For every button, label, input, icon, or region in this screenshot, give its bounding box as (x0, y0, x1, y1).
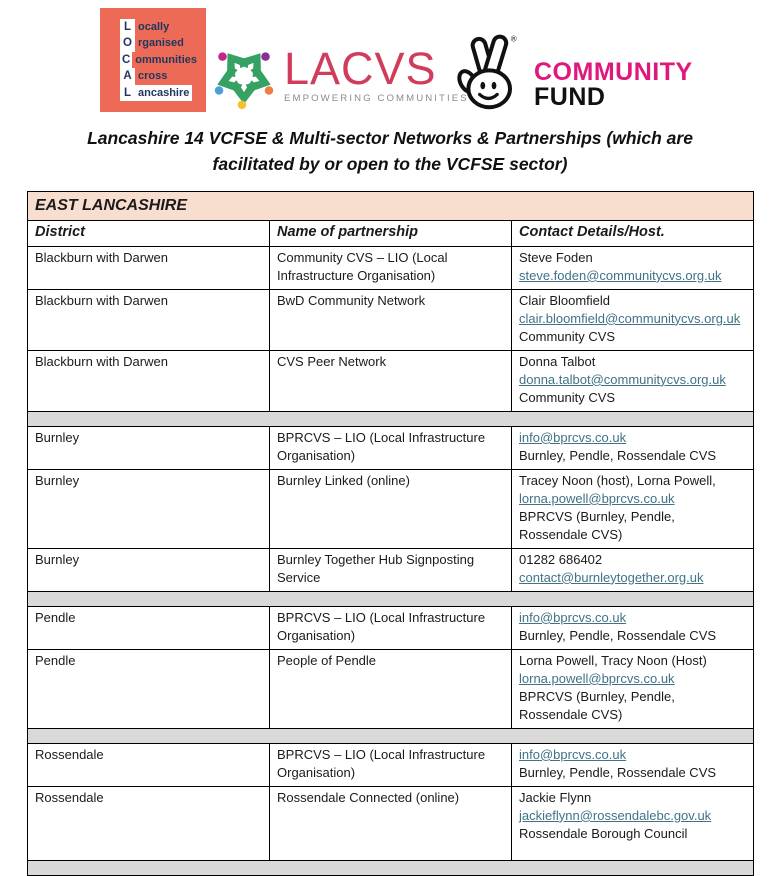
partnership-cell: People of Pendle (270, 649, 512, 728)
contact-text: BPRCVS (Burnley, Pendle, Rossendale CVS) (519, 508, 675, 542)
contact-cell (512, 426, 754, 469)
local-logo-word: rganised (138, 37, 184, 50)
partnership-cell: BPRCVS – LIO (Local Infrastructure Organisation) (270, 606, 512, 649)
column-header-row (28, 220, 754, 246)
district-cell: Blackburn with Darwen (28, 246, 270, 289)
email-link[interactable]: clair.bloomfield@communitycvs.org.uk (519, 310, 741, 326)
table-row (28, 743, 754, 786)
group-spacer-row (28, 728, 754, 743)
local-logo-row (120, 68, 200, 84)
column-header: Contact Details/Host. (512, 220, 754, 246)
group-spacer (28, 728, 754, 743)
email-link[interactable]: info@bprcvs.co.uk (519, 746, 627, 762)
district-cell: Pendle (28, 606, 270, 649)
local-logo-word: ancashire (135, 85, 192, 101)
table-row (28, 649, 754, 728)
lacvs-tagline: EMPOWERING COMMUNITIES (284, 93, 469, 104)
local-logo-row (120, 35, 200, 51)
lacvs-logo (210, 42, 469, 110)
contact-cell (512, 289, 754, 350)
contact-text: BPRCVS (Burnley, Pendle, Rossendale CVS) (519, 688, 675, 722)
contact-text: Community CVS (519, 389, 616, 405)
partnership-cell: Community CVS – LIO (Local Infrastructure Organisation) (270, 246, 512, 289)
district-cell: Blackburn with Darwen (28, 350, 270, 411)
local-logo-word: ocally (138, 21, 170, 33)
partnerships-table (27, 191, 754, 876)
group-spacer (28, 860, 754, 875)
column-header: Name of partnership (270, 220, 512, 246)
email-link[interactable]: lorna.powell@bprcvs.co.uk (519, 490, 675, 506)
page-title: Lancashire 14 VCFSE & Multi-sector Networks & Partnerships (which are facilitated by or open to the VCFSE sector) (87, 128, 693, 174)
region-row (28, 191, 754, 220)
partnership-cell: CVS Peer Network (270, 350, 512, 411)
local-logo-row (120, 52, 200, 68)
local-logo-row (120, 85, 200, 101)
contact-text: Donna Talbot (519, 353, 596, 369)
partnership-cell: Rossendale Connected (online) (270, 786, 512, 860)
lacvs-wordmark (284, 43, 469, 104)
logo-band (0, 0, 780, 118)
contact-text: Tracey Noon (host), Lorna Powell, (519, 472, 716, 488)
crossed-fingers-icon (450, 32, 530, 112)
contact-cell (512, 649, 754, 728)
community-fund-wordmark (534, 60, 693, 109)
table-row (28, 289, 754, 350)
group-spacer-row (28, 411, 754, 426)
district-cell: Burnley (28, 426, 270, 469)
local-logo-letter: C (120, 52, 132, 68)
community-fund-line2: FUND (534, 83, 606, 111)
table-row (28, 548, 754, 591)
local-logo-word: ommunities (135, 53, 197, 66)
contact-cell (512, 469, 754, 548)
partnership-cell: BwD Community Network (270, 289, 512, 350)
contact-text: Burnley, Pendle, Rossendale CVS (519, 627, 717, 643)
group-spacer (28, 411, 754, 426)
local-logo-row (120, 19, 200, 35)
contact-text: Community CVS (519, 328, 616, 344)
contact-text: Clair Bloomfield (519, 292, 611, 308)
registered-mark: ® (510, 34, 517, 44)
email-link[interactable]: info@bprcvs.co.uk (519, 429, 627, 445)
partnership-cell: BPRCVS – LIO (Local Infrastructure Organisation) (270, 426, 512, 469)
contact-cell (512, 246, 754, 289)
email-link[interactable]: donna.talbot@communitycvs.org.uk (519, 371, 726, 387)
column-header: District (28, 220, 270, 246)
district-cell: Blackburn with Darwen (28, 289, 270, 350)
district-cell: Burnley (28, 548, 270, 591)
table-row (28, 606, 754, 649)
table-row (28, 350, 754, 411)
contact-text: Lorna Powell, Tracy Noon (Host) (519, 652, 707, 668)
email-link[interactable]: info@bprcvs.co.uk (519, 609, 627, 625)
email-link[interactable]: steve.foden@communitycvs.org.uk (519, 267, 722, 283)
local-lancashire-logo (100, 8, 206, 112)
email-link[interactable]: jackieflynn@rossendalebc.gov.uk (519, 807, 712, 823)
email-link[interactable]: contact@burnleytogether.org.uk (519, 569, 704, 585)
community-fund-logo (450, 32, 693, 112)
table-row (28, 426, 754, 469)
contact-cell (512, 606, 754, 649)
community-fund-line1: COMMUNITY (534, 58, 693, 86)
district-cell: Pendle (28, 649, 270, 728)
district-cell: Rossendale (28, 786, 270, 860)
local-logo-letter: A (120, 68, 135, 84)
lacvs-name: LACVS (284, 43, 437, 94)
contact-cell (512, 350, 754, 411)
local-logo-letter: L (120, 85, 135, 101)
partnership-cell: BPRCVS – LIO (Local Infrastructure Organisation) (270, 743, 512, 786)
contact-text: 01282 686402 (519, 551, 603, 567)
district-cell: Burnley (28, 469, 270, 548)
region-header: EAST LANCASHIRE (28, 191, 754, 220)
group-spacer-row (28, 591, 754, 606)
contact-cell (512, 548, 754, 591)
table-row (28, 246, 754, 289)
contact-cell (512, 743, 754, 786)
contact-text: Jackie Flynn (519, 789, 592, 805)
contact-text: Burnley, Pendle, Rossendale CVS (519, 447, 717, 463)
partnership-cell: Burnley Linked (online) (270, 469, 512, 548)
local-logo-acronym (120, 19, 200, 101)
local-logo-letter: O (120, 35, 135, 51)
district-cell: Rossendale (28, 743, 270, 786)
local-logo-word: cross (138, 70, 168, 83)
local-logo-letter: L (120, 19, 135, 35)
table-row (28, 786, 754, 860)
contact-text: Burnley, Pendle, Rossendale CVS (519, 764, 717, 780)
partnership-cell: Burnley Together Hub Signposting Service (270, 548, 512, 591)
lacvs-star-icon (210, 42, 278, 110)
group-spacer (28, 591, 754, 606)
group-spacer-row (28, 860, 754, 875)
table-row (28, 469, 754, 548)
contact-text: Steve Foden (519, 249, 593, 265)
email-link[interactable]: lorna.powell@bprcvs.co.uk (519, 670, 675, 686)
contact-cell (512, 786, 754, 860)
contact-text: Rossendale Borough Council (519, 825, 688, 841)
